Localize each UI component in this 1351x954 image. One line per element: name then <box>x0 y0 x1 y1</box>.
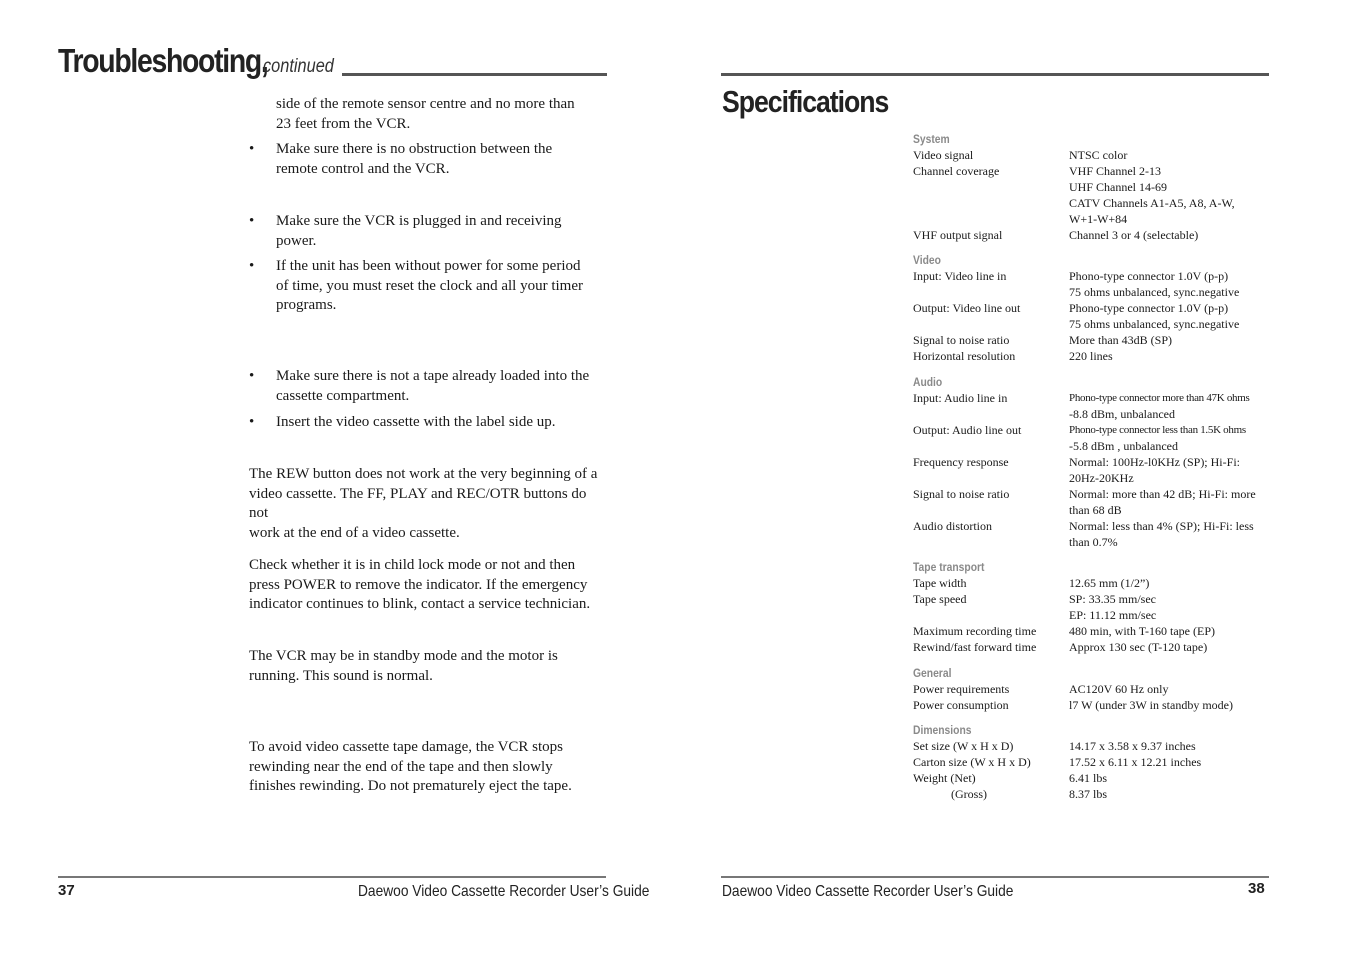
spec-value: Normal: less than 4% (SP); Hi-Fi: less <box>1069 519 1254 533</box>
spec-value: UHF Channel 14-69 <box>1069 180 1167 194</box>
text-line: work at the end of a video cassette. <box>249 524 460 541</box>
spec-section-heading: Video <box>913 253 941 267</box>
text-line: The REW button does not work at the very beginning of a <box>249 466 598 482</box>
spec-value: than 0.7% <box>1069 535 1118 549</box>
paragraph <box>249 738 609 797</box>
text-line: 23 feet from the VCR. <box>276 115 411 132</box>
paragraph <box>249 465 609 543</box>
text-line: The VCR may be in standby mode and the motor is <box>249 648 558 664</box>
header-rule-right <box>721 73 1269 76</box>
spec-value: l7 W (under 3W in standby mode) <box>1069 698 1233 712</box>
text-line: Make sure there is no obstruction between the <box>276 141 553 157</box>
bullet-item <box>249 212 609 251</box>
text-line: rewinding near the end of the tape and then slowly <box>249 758 553 775</box>
spec-section-heading: General <box>913 666 952 680</box>
spec-value: Phono-type connector 1.0V (p-p) <box>1069 269 1229 283</box>
text-line: press POWER to remove the indicator. If the emergency <box>249 576 588 593</box>
header-rule-left <box>342 73 607 76</box>
bullet-icon: • <box>249 213 255 229</box>
spec-value: 480 min, with T-160 tape (EP) <box>1069 624 1215 638</box>
spec-value: Normal: more than 42 dB; Hi-Fi: more <box>1069 487 1256 501</box>
paragraph-text <box>276 212 609 251</box>
spec-label: Input: Audio line in <box>913 391 1008 405</box>
spec-value: NTSC color <box>1069 148 1128 162</box>
paragraph-text <box>276 257 609 316</box>
page-title-specifications: Specifications <box>722 84 889 119</box>
text-line: side of the remote sensor centre and no more than <box>276 96 575 112</box>
spec-label: Tape width <box>913 576 967 590</box>
spec-value: -8.8 dBm, unbalanced <box>1069 407 1175 421</box>
page-number-left: 37 <box>58 882 75 899</box>
spec-value: 220 lines <box>1069 349 1113 363</box>
footer-rule-left <box>58 876 606 878</box>
text-line: indicator continues to blink, contact a service technician. <box>249 596 591 612</box>
spec-label: Tape speed <box>913 592 967 606</box>
bullet-icon: • <box>249 368 255 384</box>
footer-text-right: Daewoo Video Cassette Recorder User’s Guide <box>722 883 1014 900</box>
paragraph <box>249 556 609 615</box>
spec-value: More than 43dB (SP) <box>1069 333 1172 347</box>
text-line: Check whether it is in child lock mode or not and then <box>249 557 576 573</box>
spec-label: Output: Video line out <box>913 301 1021 315</box>
text-line: If the unit has been without power for some period <box>276 258 581 274</box>
text-line: programs. <box>276 297 337 313</box>
spec-label: Frequency response <box>913 455 1009 469</box>
spec-section-heading: Audio <box>913 375 943 389</box>
footer-rule-right <box>721 876 1269 878</box>
bullet-item <box>249 413 609 433</box>
spec-value: SP: 33.35 mm/sec <box>1069 592 1157 606</box>
text-line: of time, you must reset the clock and all your timer <box>276 277 584 294</box>
text-line: finishes rewinding. Do not prematurely eject the tape. <box>249 778 572 794</box>
text-line: To avoid video cassette tape damage, the VCR stops <box>249 739 564 755</box>
spec-value: 12.65 mm (1/2”) <box>1069 576 1150 590</box>
spec-label: Signal to noise ratio <box>913 487 1010 501</box>
spec-label: Power consumption <box>913 698 1009 712</box>
spec-value: Phono-type connector less than 1.5K ohms <box>1069 424 1246 436</box>
text-line: video cassette. The FF, PLAY and REC/OTR buttons do not <box>249 485 587 521</box>
spec-label: Channel coverage <box>913 164 1000 178</box>
spec-value: -5.8 dBm , unbalanced <box>1069 439 1178 453</box>
spec-value: CATV Channels A1-A5, A8, A-W, <box>1069 196 1235 210</box>
spec-value: 75 ohms unbalanced, sync.negative <box>1069 317 1240 331</box>
text-line: Make sure the VCR is plugged in and receiving <box>276 213 562 229</box>
spec-value: 6.41 lbs <box>1069 771 1108 785</box>
text-line: Insert the video cassette with the label side up. <box>276 414 556 430</box>
paragraph-text <box>276 413 609 433</box>
spec-label: Input: Video line in <box>913 269 1007 283</box>
paragraph <box>249 647 609 686</box>
paragraph-text <box>249 738 609 797</box>
spec-label: Audio distortion <box>913 519 993 533</box>
bullet-item <box>249 140 609 179</box>
text-line: remote control and the VCR. <box>276 160 450 177</box>
paragraph-text <box>249 647 609 686</box>
paragraph-text <box>276 95 609 134</box>
spec-section-heading: Tape transport <box>913 560 985 574</box>
spec-label: Horizontal resolution <box>913 349 1016 363</box>
spec-value: Channel 3 or 4 (selectable) <box>1069 228 1199 242</box>
spec-value: 14.17 x 3.58 x 9.37 inches <box>1069 739 1196 753</box>
spec-label: Power requirements <box>913 682 1010 696</box>
bullet-icon: • <box>249 414 255 430</box>
page-number-right: 38 <box>1248 880 1265 897</box>
spec-label: Video signal <box>913 148 974 162</box>
text-line: Make sure there is not a tape already loaded into the <box>276 368 590 384</box>
spec-section-heading: Dimensions <box>913 723 972 737</box>
spec-value: Normal: 100Hz-l0KHz (SP); Hi-Fi: <box>1069 455 1240 469</box>
paragraph-text <box>249 465 609 543</box>
page-title-troubleshooting: Troubleshooting, <box>58 42 268 79</box>
spec-value: W+1-W+84 <box>1069 212 1128 226</box>
spec-value: 8.37 lbs <box>1069 787 1108 801</box>
spec-label: Signal to noise ratio <box>913 333 1010 347</box>
paragraph-text <box>249 556 609 615</box>
page-title-continued: continued <box>263 56 334 77</box>
spec-value: Phono-type connector 1.0V (p-p) <box>1069 301 1229 315</box>
spec-value: EP: 11.12 mm/sec <box>1069 608 1157 622</box>
spec-value: 17.52 x 6.11 x 12.21 inches <box>1069 755 1202 769</box>
footer-text-left: Daewoo Video Cassette Recorder User’s Guide <box>358 883 650 900</box>
bullet-item <box>249 367 609 406</box>
spec-value: 75 ohms unbalanced, sync.negative <box>1069 285 1240 299</box>
spec-label: Rewind/fast forward time <box>913 640 1037 654</box>
spec-label: Carton size (W x H x D) <box>913 755 1031 769</box>
bullet-icon: • <box>249 258 255 274</box>
paragraph <box>249 95 609 134</box>
paragraph-text <box>276 140 609 179</box>
spec-section-heading: System <box>913 132 950 146</box>
spec-label: Set size (W x H x D) <box>913 739 1014 753</box>
spec-value: 20Hz-20KHz <box>1069 471 1134 485</box>
spec-label: Maximum recording time <box>913 624 1037 638</box>
spec-label: VHF output signal <box>913 228 1003 242</box>
spec-value: than 68 dB <box>1069 503 1122 517</box>
spec-value: Approx 130 sec (T-120 tape) <box>1069 640 1208 654</box>
text-line: power. <box>276 232 317 249</box>
bullet-item <box>249 257 609 316</box>
spec-value: Phono-type connector more than 47K ohms <box>1069 392 1250 404</box>
bullet-icon: • <box>249 141 255 157</box>
spec-label: Output: Audio line out <box>913 423 1022 437</box>
text-line: running. This sound is normal. <box>249 667 433 684</box>
spec-value: AC120V 60 Hz only <box>1069 682 1169 696</box>
spec-value: VHF Channel 2-13 <box>1069 164 1161 178</box>
spec-label: (Gross) <box>951 787 987 801</box>
paragraph-text <box>276 367 609 406</box>
text-line: cassette compartment. <box>276 387 410 404</box>
spec-label: Weight (Net) <box>913 771 976 785</box>
